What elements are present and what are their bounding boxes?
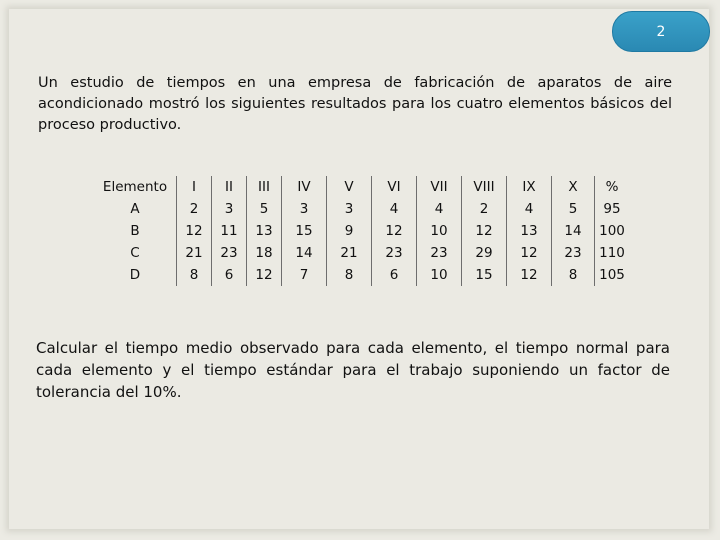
table-cell: 3: [327, 198, 372, 220]
table-cell: 23: [212, 242, 247, 264]
table-cell: B: [130, 223, 140, 239]
task-paragraph: Calcular el tiempo medio observado para cada elemento, el tiempo normal para cada elemento y el tiempo estándar para el trabajo suponiendo un factor de tolerancia del 10%.: [36, 339, 670, 401]
header-col-2: II: [212, 176, 247, 198]
header-col-10: X: [552, 176, 595, 198]
table-cell: 21: [327, 242, 372, 264]
header-col-7: VII: [417, 176, 462, 198]
table-cell: 23: [417, 242, 462, 264]
table-cell: 2: [177, 198, 212, 220]
table-row: [94, 264, 629, 286]
time-study-table: [94, 176, 629, 286]
header-col-9: IX: [507, 176, 552, 198]
table-cell: 95: [595, 198, 630, 220]
table-cell: 110: [595, 242, 630, 264]
table-cell: 8: [177, 264, 212, 286]
table-cell: 14: [552, 220, 595, 242]
table-cell: 10: [417, 220, 462, 242]
table-cell: 18: [247, 242, 282, 264]
table-cell: A: [130, 201, 140, 217]
table-cell: 6: [212, 264, 247, 286]
table-cell: 2: [462, 198, 507, 220]
table-header-row: [94, 176, 629, 198]
table-cell: 12: [247, 264, 282, 286]
table-cell: 100: [595, 220, 630, 242]
header-col-1: I: [177, 176, 212, 198]
header-col-8: VIII: [462, 176, 507, 198]
header-col-4: IV: [282, 176, 327, 198]
table-row: [94, 220, 629, 242]
page-number: 2: [656, 23, 666, 40]
header-elemento: Elemento: [102, 179, 168, 195]
table-cell: 13: [507, 220, 552, 242]
table-cell: 4: [372, 198, 417, 220]
table-cell: C: [130, 245, 140, 261]
page-number-badge: [612, 11, 710, 52]
table-cell: 23: [552, 242, 595, 264]
table-cell: 4: [417, 198, 462, 220]
table-cell: 8: [327, 264, 372, 286]
table-cell: 21: [177, 242, 212, 264]
header-col-3: III: [247, 176, 282, 198]
table-row: [94, 198, 629, 220]
table-cell: 12: [177, 220, 212, 242]
table-cell: 9: [327, 220, 372, 242]
table-cell: 14: [282, 242, 327, 264]
header-col-6: VI: [372, 176, 417, 198]
header-col-5: V: [327, 176, 372, 198]
table-cell: 12: [372, 220, 417, 242]
table-cell: 23: [372, 242, 417, 264]
table-cell: 105: [595, 264, 630, 286]
table-cell: 8: [552, 264, 595, 286]
table-cell: 29: [462, 242, 507, 264]
table-cell: D: [129, 267, 141, 283]
table-cell: 5: [552, 198, 595, 220]
table-row: [94, 242, 629, 264]
table-cell: 12: [507, 242, 552, 264]
table-cell: 11: [212, 220, 247, 242]
table-cell: 7: [282, 264, 327, 286]
intro-paragraph: Un estudio de tiempos en una empresa de fabricación de aparatos de aire acondicionado mostró los siguientes resultados para los cuatro elementos básicos del proceso productivo.: [38, 75, 672, 133]
table-cell: 13: [247, 220, 282, 242]
header-col-percent: %: [595, 176, 630, 198]
table-cell: 10: [417, 264, 462, 286]
table-cell: 4: [507, 198, 552, 220]
table-cell: 15: [282, 220, 327, 242]
table-cell: 3: [282, 198, 327, 220]
table-cell: 12: [462, 220, 507, 242]
table-cell: 15: [462, 264, 507, 286]
table-cell: 6: [372, 264, 417, 286]
table-cell: 3: [212, 198, 247, 220]
table-cell: 5: [247, 198, 282, 220]
table-cell: 12: [507, 264, 552, 286]
